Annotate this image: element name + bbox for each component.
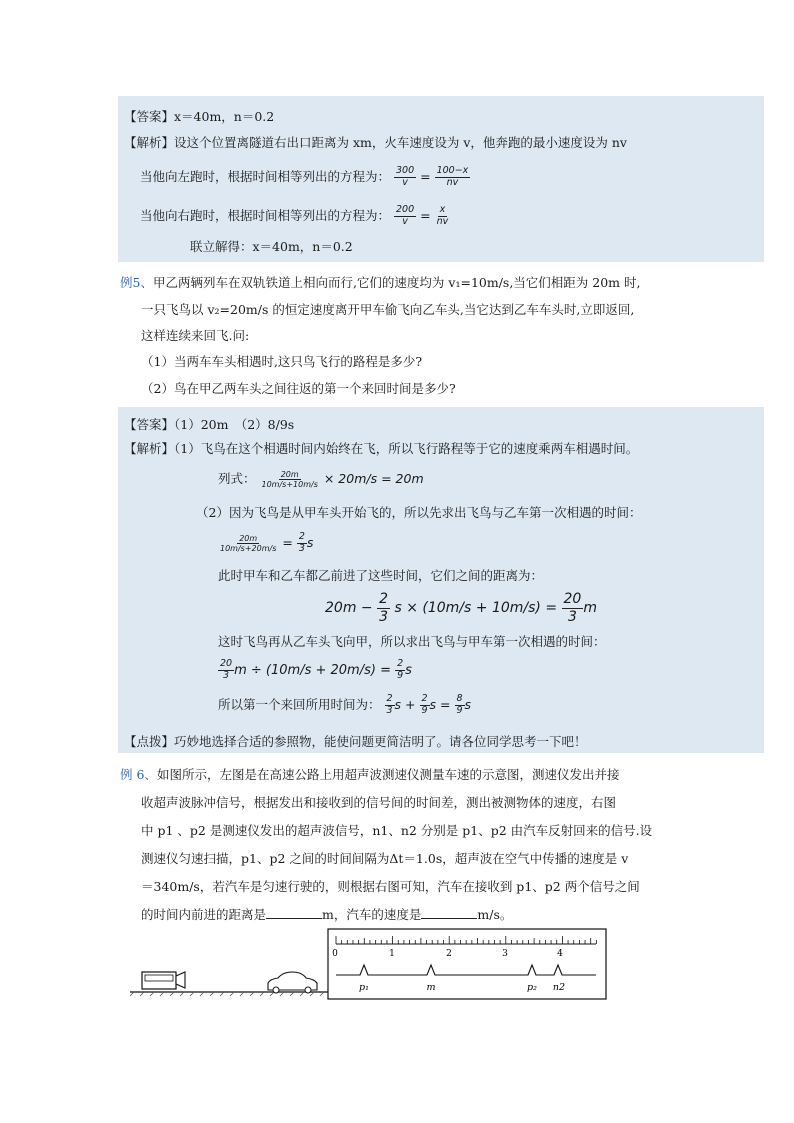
- example-6-line3: 中 p1 、p2 是测速仪发出的超声波信号，n1、n2 分别是 p1、p2 由汽车反射回来的信号.设: [141, 823, 653, 838]
- formula-2: $\frac{20m}{10m/s+20m/s}$ = $\frac{2}{3}$ s: [220, 531, 314, 554]
- ruler-tick-0: 0: [332, 949, 338, 959]
- example-5-line3: 这样连续来回飞.问:: [141, 328, 250, 343]
- right-run-text: 当他向右跑时，根据时间相等列出的方程为：: [140, 208, 391, 223]
- left-run-equation: 当他向左跑时，根据时间相等列出的方程为： $\frac{300}{v}$ = $\frac{100-x}{nv}$: [140, 165, 469, 188]
- example-5-line2: 一只飞鸟以 v₂=20m/s 的恒定速度离开甲车偷飞向乙车头,当它达到乙车车头时,立即返回,: [141, 302, 635, 317]
- example-6-line2: 收超声波脉冲信号，根据发出和接收到的信号间的时间差，测出被测物体的速度，右图: [141, 795, 617, 810]
- solve-result: 联立解得：x＝40m，n＝0.2: [190, 239, 353, 254]
- example-6-line6: 的时间内前进的距离是 m，汽车的速度是 m/s。: [141, 907, 513, 922]
- example-5-q2: （2）鸟在甲乙两车头之间往返的第一个来回时间是多少?: [141, 381, 456, 396]
- speed-detector-icon: [142, 972, 185, 989]
- analysis-2: 【解析】（1）飞鸟在这个相遇时间内始终在飞，所以飞行路程等于它的速度乘两车相遇时间。: [124, 441, 639, 456]
- example-6-line1: 例 6、如图所示，左图是在高速公路上用超声波测速仪测量车速的示意图，测速仪发出并接: [120, 767, 620, 782]
- frac-200-v: $\frac{200}{v}$: [396, 204, 415, 227]
- example-5-line1: 例5、甲乙两辆列车在双轨铁道上相向而行,它们的速度均为 v₁=10m/s,当它们相距为 20m 时,: [120, 275, 641, 290]
- example-6-label: 例 6、: [120, 767, 157, 782]
- frac-20m-sum2: $\frac{20m}{10m/s+20m/s}$: [220, 533, 277, 553]
- answer-blank-distance[interactable]: [266, 906, 322, 919]
- formula-5: 所以第一个来回所用时间为： $\frac{2}{3}$ s + $\frac{2}{9}$ s = $\frac{8}{9}$ s: [218, 693, 472, 716]
- analysis-1: 【解析】设这个位置离隧道右出口距离为 xm，火车速度设为 v，他奔跑的最小速度设为 nv: [124, 135, 627, 150]
- left-run-text: 当他向左跑时，根据时间相等列出的方程为：: [140, 169, 391, 184]
- ruler-tick-3: 3: [502, 949, 508, 959]
- label-n2: n2: [552, 982, 566, 993]
- example-5-label: 例5、: [120, 275, 153, 290]
- answer-2: 【答案】（1）20m （2）8/9s: [124, 417, 295, 432]
- ruler-tick-1: 1: [389, 949, 395, 959]
- answer-1: 【答案】x＝40m，n＝0.2: [124, 109, 275, 124]
- distance-text: 此时甲车和乙车都乙前进了这些时间，它们之间的距离为：: [218, 568, 544, 583]
- answer-blank-speed[interactable]: [421, 906, 477, 919]
- label-p2: p₂: [527, 982, 537, 993]
- frac-x-nv: $\frac{x}{nv}$: [436, 204, 449, 227]
- back-text: 这时飞鸟再从乙车头飞向甲，所以求出飞鸟与甲车第一次相遇的时间：: [218, 634, 606, 649]
- frac-20m-sum: $\frac{20m}{10m/s+10m/s}$: [261, 469, 318, 489]
- label-p1: p₁: [359, 982, 369, 993]
- ruler-tick-4: 4: [557, 949, 563, 959]
- formula-1: 列式： $\frac{20m}{10m/s+10m/s}$ × 20m/s = 20m: [218, 469, 424, 489]
- formula-3: 20m − $\frac{2}{3}$ s × (10m/s + 10m/s) = $\frac{20}{3}$ m: [325, 591, 597, 625]
- frac-100-x-nv: $\frac{100-x}{nv}$: [436, 165, 469, 188]
- ultrasonic-figure: [130, 928, 610, 1000]
- formula-4: $\frac{20}{3}$ m ÷ (10m/s + 20m/s) = $\frac{2}{9}$ s: [220, 658, 412, 681]
- ruler-tick-2: 2: [446, 949, 452, 959]
- car-icon: [268, 972, 317, 993]
- example-6-line4: 测速仪匀速扫描，p1、p2 之间的时间间隔为Δt＝1.0s，超声波在空气中传播的速度是 v: [141, 851, 629, 866]
- example-6-line5: ＝340m/s，若汽车是匀速行驶的，则根据右图可知，汽车在接收到 p1、p2 两个信号之间: [141, 879, 640, 894]
- right-run-equation: 当他向右跑时，根据时间相等列出的方程为： $\frac{200}{v}$ = $\frac{x}{nv}$: [140, 204, 449, 227]
- label-m: m: [426, 982, 436, 993]
- frac-300-v: $\frac{300}{v}$: [396, 165, 415, 188]
- tip: 【点拨】巧妙地选择合适的参照物，能使问题更简洁明了。请各位同学思考一下吧！: [124, 734, 587, 749]
- part-2-text: （2）因为飞鸟是从甲车头开始飞的，所以先求出飞鸟与乙车第一次相遇的时间：: [196, 505, 642, 520]
- example-5-q1: （1）当两车车头相遇时,这只鸟飞行的路程是多少?: [141, 354, 423, 369]
